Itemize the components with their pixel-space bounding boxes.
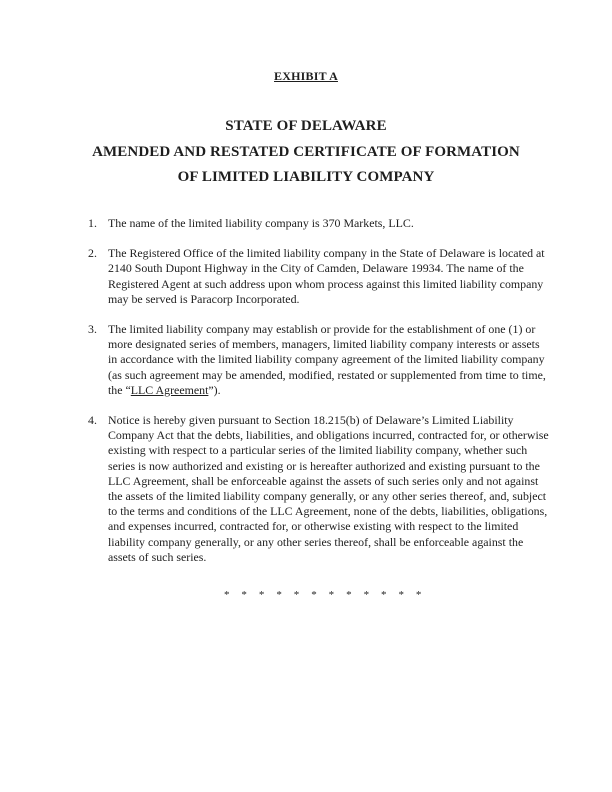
- exhibit-label: EXHIBIT A: [274, 69, 338, 83]
- provision-item-3: [88, 322, 550, 398]
- provision-number: 4.: [88, 413, 97, 428]
- provision-text-lead: The limited liability company may establish or provide for the establishment of one (1) or more designated series of members, managers, limited liability company interests or assets in accordance with the limited liability company agreement of the limited liability company (as such agreement may be amended, modified, restated or supplemented from time to time, the “: [108, 322, 546, 397]
- numbered-provisions: [88, 216, 550, 580]
- provision-number: 3.: [88, 322, 97, 337]
- provision-number: 1.: [88, 216, 97, 230]
- provision-item-2: [88, 246, 550, 307]
- defined-term-llc-agreement: LLC Agreement: [130, 382, 209, 397]
- provision-text: The name of the limited liability company is 370 Markets, LLC.: [108, 216, 414, 230]
- provision-text: The Registered Office of the limited liability company in the State of Delaware is located at 2140 South Dupont Highway in the City of Camden, Delaware 19934. The name of the Registered Agent at such address upon whom process against this limited liability company may be served is Paracorp Incorporated.: [108, 246, 545, 306]
- provision-number: 2.: [88, 246, 97, 261]
- provision-text: Notice is hereby given pursuant to Section 18.215(b) of Delaware’s Limited Liability Company Act that the debts, liabilities, and obligations incurred, contracted for, or otherwise existing with respect to a particular series of the limited liability company, whether such series is now authorized and existing or is hereafter authorized and existing pursuant to the LLC Agreement, shall be enforceable against the assets of such series only and not against the assets of the limited liability company generally, or any other series thereof, and, subject to the terms and conditions of the LLC Agreement, none of the debts, liabilities, obligations, and expenses incurred, contracted for, or otherwise existing with respect to the limited liability company generally, or any other series thereof, shall be enforceable against the assets of such series.: [108, 413, 549, 564]
- title-line-state: STATE OF DELAWARE: [225, 118, 387, 134]
- provision-item-1: [88, 216, 550, 231]
- provision-text: [108, 322, 550, 398]
- title-line-certificate: AMENDED AND RESTATED CERTIFICATE OF FORMATION: [92, 144, 520, 160]
- provision-item-4: [88, 413, 550, 565]
- provision-text-tail: ”).: [208, 382, 221, 397]
- end-of-document-marker: * * * * * * * * * * * *: [223, 589, 427, 601]
- title-line-company: OF LIMITED LIABILITY COMPANY: [177, 169, 435, 185]
